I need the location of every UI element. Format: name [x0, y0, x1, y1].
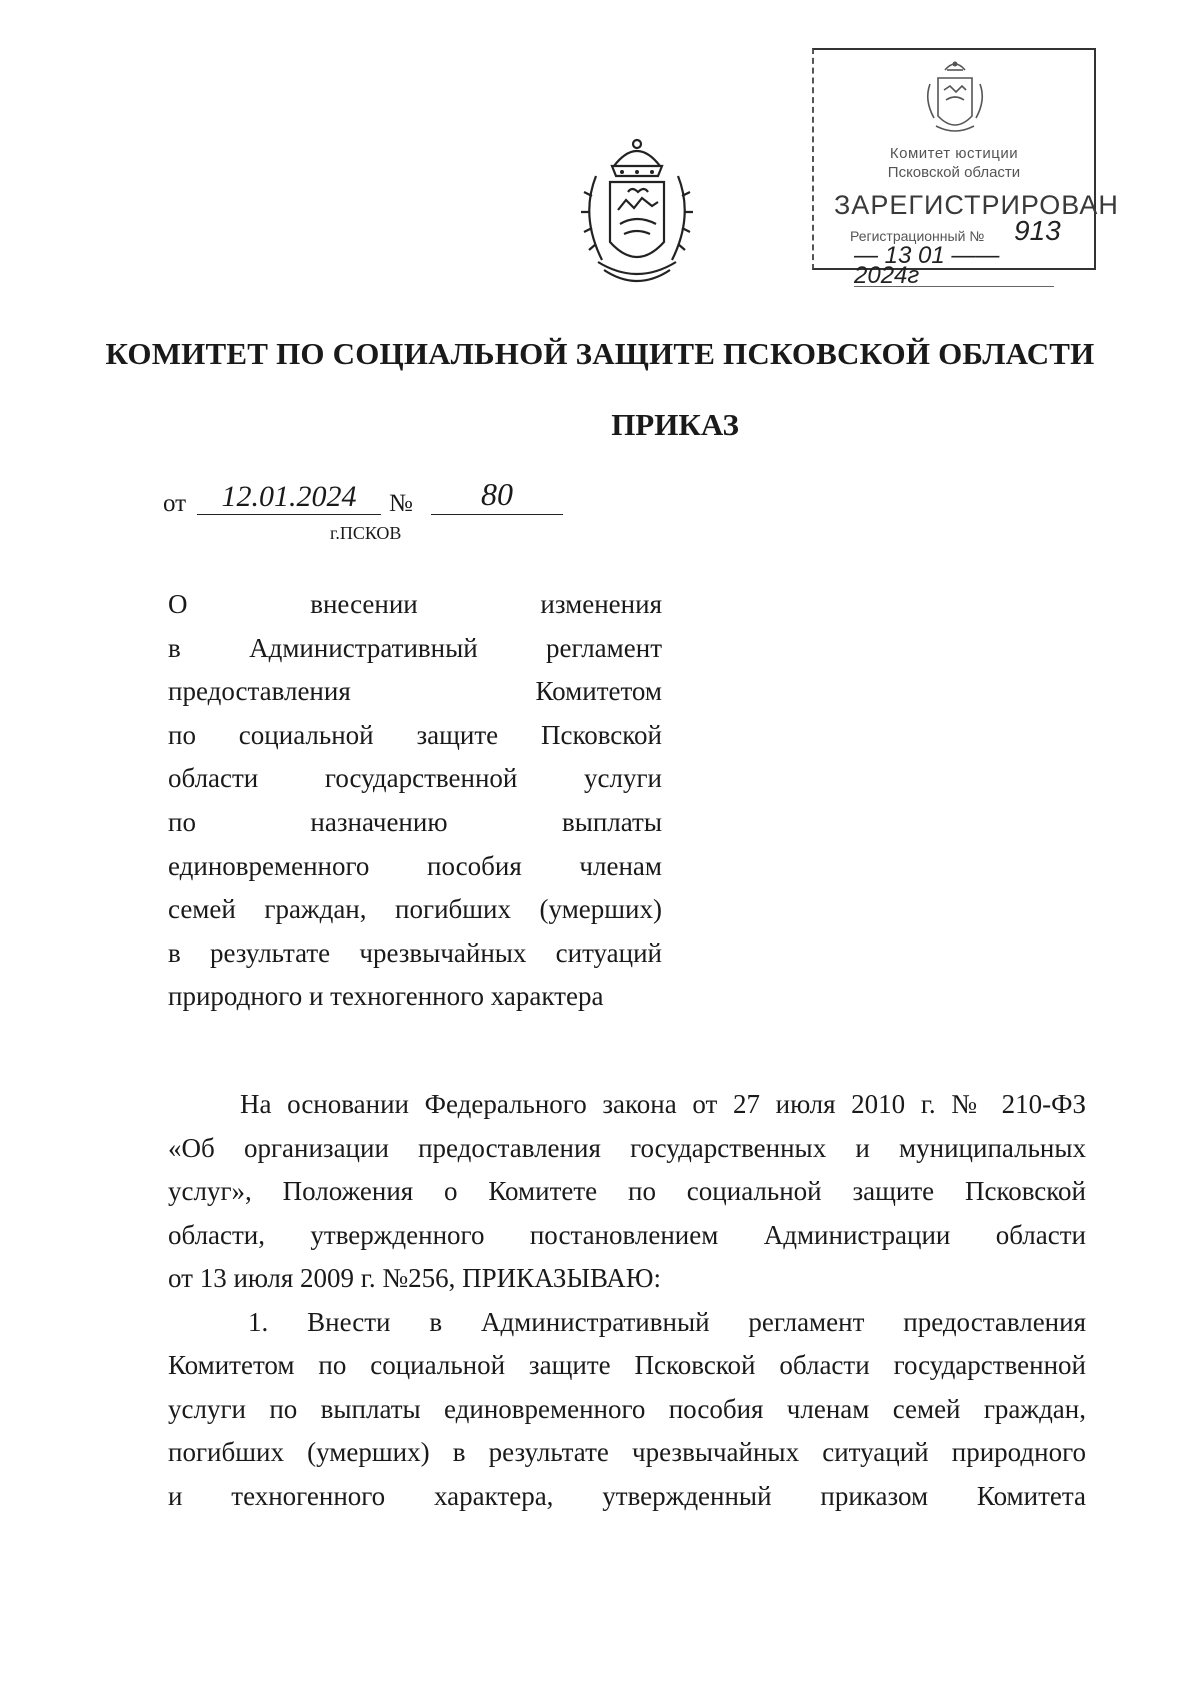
registration-stamp: [812, 48, 1119, 289]
committee-name: КОМИТЕТ ПО СОЦИАЛЬНОЙ ЗАЩИТЕ ПСКОВСКОЙ ОБЛАСТИ: [105, 336, 1095, 371]
city-name: г.ПСКОВ: [330, 523, 402, 543]
stamp-coat-of-arms-icon: [920, 56, 990, 142]
stamp-status: ЗАРЕГИСТРИРОВАН: [834, 190, 1119, 220]
stamp-reg-number: 913: [1014, 215, 1061, 246]
subject-line: области государственной услуги: [168, 763, 662, 794]
document-title: ПРИКАЗ: [611, 407, 739, 442]
subject-line: предоставления Комитетом: [168, 676, 662, 707]
subject-line: в Административный регламент: [168, 632, 662, 663]
body-line: от 13 июля 2009 г. №256, ПРИКАЗЫВАЮ:: [168, 1263, 662, 1293]
body-line: На основании Федерального закона от 27 июля 2010 г. № 210-ФЗ: [240, 1089, 1086, 1119]
stamp-organization: Комитет юстиции: [889, 145, 1019, 162]
order-number: 80: [431, 474, 563, 515]
stamp-reg-date: — 13 01 —— 2024г: [854, 246, 1054, 287]
order-body: [168, 1083, 1086, 1518]
body-line: области, утвержденного постановлением Администрации области: [168, 1219, 1086, 1250]
date-label: от: [163, 490, 187, 517]
subject-line: О внесении изменения: [168, 589, 662, 619]
body-line: погибших (умерших) в результате чрезвычайных ситуаций природного: [168, 1437, 1086, 1467]
body-line: услуг», Положения о Комитете по социальной защите Псковской: [168, 1176, 1086, 1206]
subject-line: семей граждан, погибших (умерших): [168, 894, 662, 925]
subject-line: по назначению выплаты: [168, 806, 662, 837]
subject-line: по социальной защите Псковской: [168, 719, 662, 750]
subject-line: природного и техногенного характера: [168, 981, 604, 1012]
body-line: услуги по выплаты единовременного пособия членам семей граждан,: [168, 1393, 1086, 1424]
subject-line: единовременного пособия членам: [168, 850, 662, 881]
coat-of-arms-icon: [572, 136, 702, 296]
stamp-reg-label: Регистрационный №: [850, 228, 985, 244]
order-date: 12.01.2024: [197, 480, 381, 515]
stamp-region: Псковской области: [887, 164, 1021, 181]
subject-line: в результате чрезвычайных ситуаций: [168, 937, 662, 968]
body-line: «Об организации предоставления государственных и муниципальных: [168, 1132, 1086, 1163]
order-subject: [168, 583, 662, 1019]
number-label: №: [389, 490, 413, 517]
body-line: Комитетом по социальной защите Псковской области государственной: [168, 1350, 1086, 1380]
body-line: и техногенного характера, утвержденный приказом Комитета: [168, 1480, 1086, 1511]
body-line: 1. Внести в Административный регламент предоставления: [248, 1306, 1086, 1337]
